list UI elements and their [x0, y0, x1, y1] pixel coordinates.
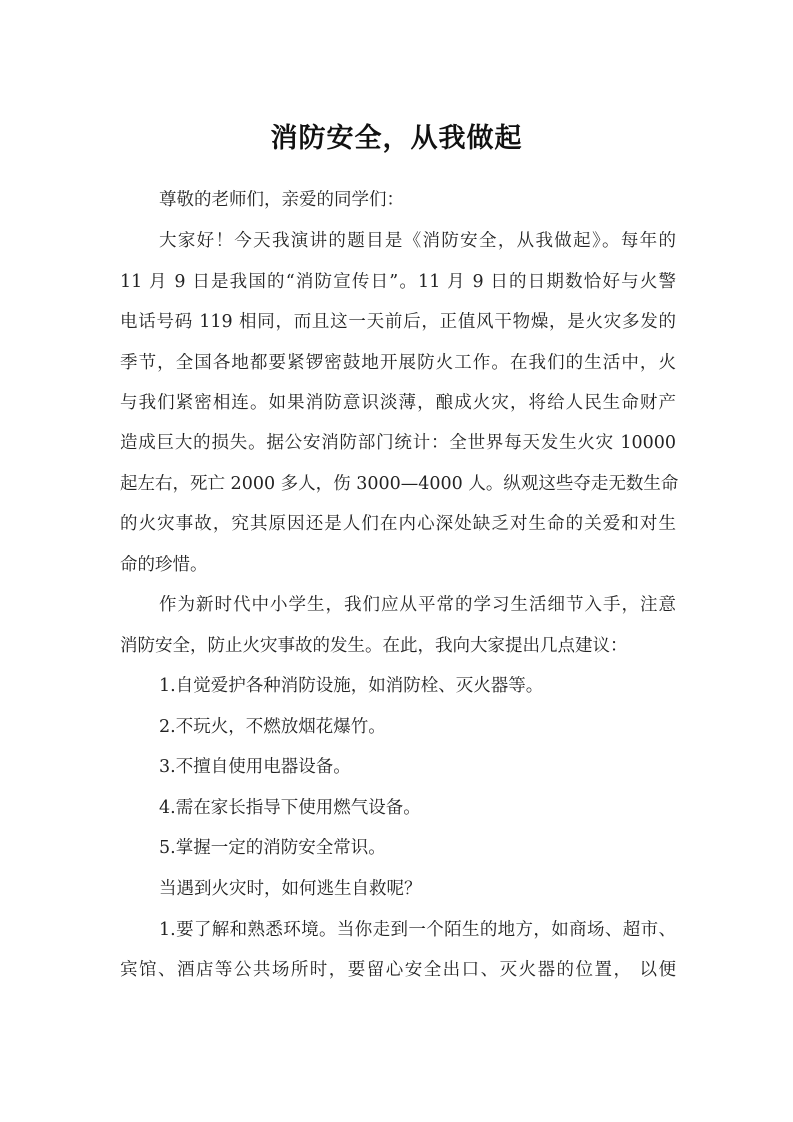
paragraph-line: 造成巨大的损失。据公安消防部门统计：全世界每天发生火灾 10000	[120, 433, 676, 453]
paragraph-line: 大家好！今天我演讲的题目是《消防安全，从我做起》。每年的	[159, 231, 676, 251]
paragraph-line: 的火灾事故，究其原因还是人们在内心深处缺乏对生命的关爱和对生	[120, 514, 676, 534]
paragraph-line: 作为新时代中小学生，我们应从平常的学习生活细节入手，注意	[159, 595, 676, 615]
suggestion-item: 3.不擅自使用电器设备。	[159, 757, 351, 777]
paragraph-line: 消防安全，防止火灾事故的发生。在此，我向大家提出几点建议：	[120, 636, 628, 656]
salutation-line: 尊敬的老师们，亲爱的同学们：	[159, 190, 404, 210]
paragraph-line: 11 月 9 日是我国的“消防宣传日”。11 月 9 日的日期数恰好与火警	[120, 272, 676, 292]
escape-tip-line: 宾馆、酒店等公共场所时，要留心安全出口、灭火器的位置， 以便	[120, 960, 676, 980]
suggestion-item: 5.掌握一定的消防安全常识。	[159, 838, 386, 858]
paragraph-line: 命的珍惜。	[120, 555, 208, 575]
escape-tip-line: 1.要了解和熟悉环境。当你走到一个陌生的地方，如商场、超市、	[159, 920, 676, 940]
paragraph-line: 与我们紧密相连。如果消防意识淡薄，酿成火灾，将给人民生命财产	[120, 393, 676, 413]
suggestion-item: 2.不玩火，不燃放烟花爆竹。	[159, 717, 386, 737]
suggestion-item: 4.需在家长指导下使用燃气设备。	[159, 798, 421, 818]
paragraph-line: 电话号码 119 相同，而且这一天前后，正值风干物燥，是火灾多发的	[120, 312, 676, 332]
paragraph-line: 季节，全国各地都要紧锣密鼓地开展防火工作。在我们的生活中，火	[120, 353, 676, 373]
document-title: 消防安全，从我做起	[270, 123, 523, 155]
paragraph-line: 起左右，死亡 2000 多人，伤 3000—4000 人。纵观这些夺走无数生命	[120, 474, 679, 494]
suggestion-item: 1.自觉爱护各种消防设施，如消防栓、灭火器等。	[159, 676, 544, 696]
paragraph-line: 当遇到火灾时，如何逃生自救呢？	[159, 879, 422, 899]
